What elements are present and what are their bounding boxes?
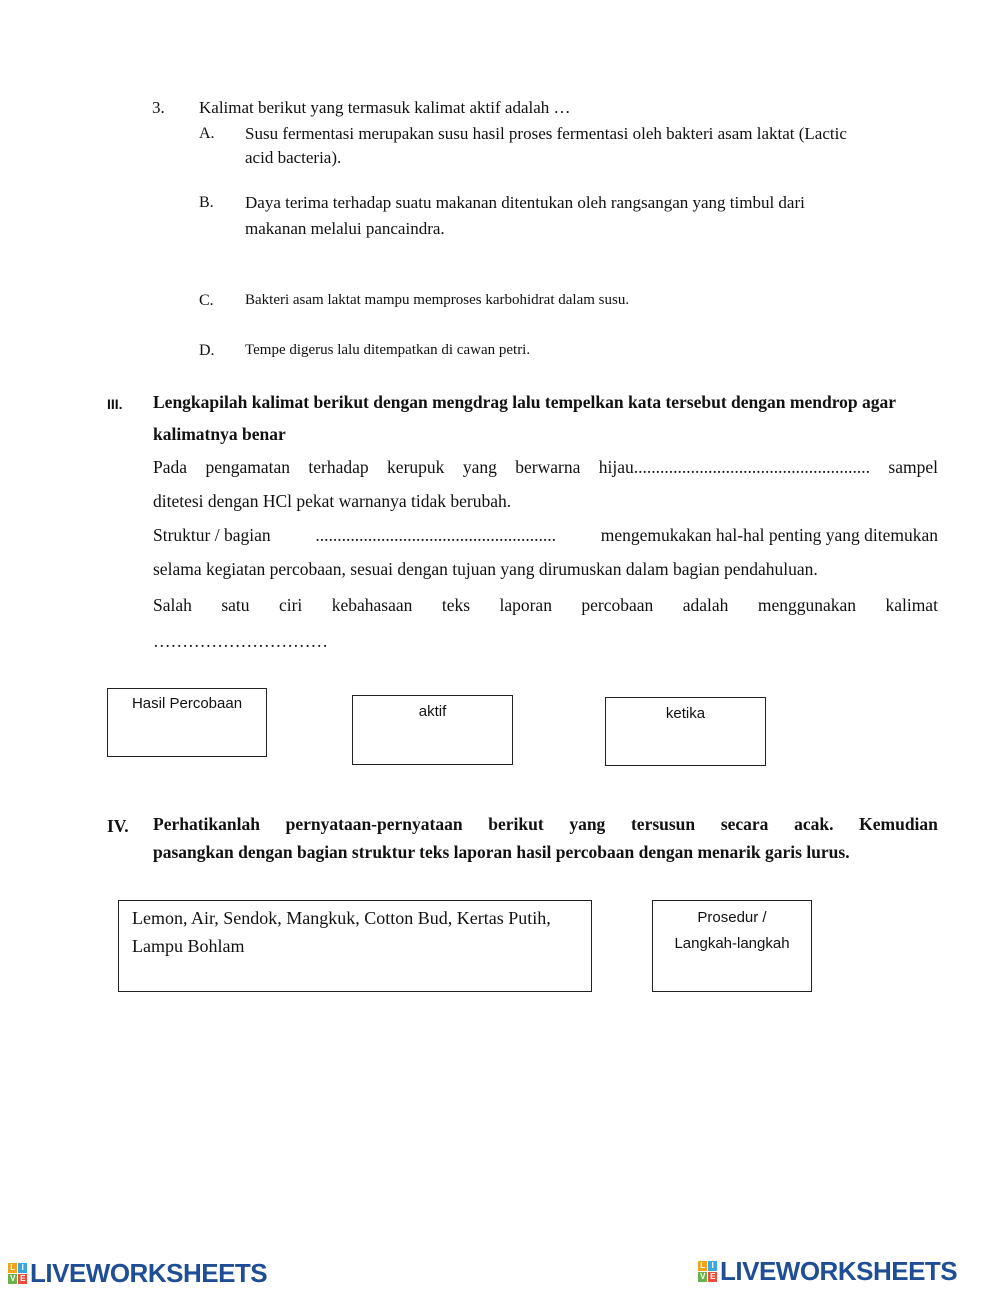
logo-text: LIVEWORKSHEETS	[30, 1258, 268, 1288]
option-a-line1: Susu fermentasi merupakan susu hasil proses fermentasi oleh bakteri asam laktat (Lactic	[245, 124, 847, 143]
word: laporan	[499, 595, 552, 615]
option-d-letter: D.	[199, 342, 215, 359]
word: ciri	[278, 595, 303, 615]
blank-dots: ......................................................	[633, 457, 871, 477]
section-4-title-line1	[153, 810, 938, 838]
drag-option-label: ketika	[665, 705, 706, 722]
word: menggunakan	[757, 595, 857, 615]
word: kalimat	[885, 595, 938, 615]
match-left-box[interactable]	[118, 900, 592, 992]
match-right-box[interactable]	[652, 900, 812, 992]
section-3-title-line2: kalimatnya benar	[153, 424, 286, 444]
option-c-letter: C.	[199, 292, 214, 309]
sentence-3-line1	[153, 588, 938, 622]
word: hijau	[598, 457, 634, 477]
liveworksheets-logo-left	[8, 1258, 267, 1289]
sentence-1-line2: ditetesi dengan HCl pekat warnanya tidak berubah.	[153, 491, 512, 511]
section-4-title-line2: pasangkan dengan bagian struktur teks laporan hasil percobaan dengan menarik garis lurus.	[153, 842, 850, 862]
liveworksheets-mark-icon	[698, 1261, 717, 1282]
logo-mark-letter: E	[708, 1272, 717, 1282]
option-d[interactable]: Tempe digerus lalu ditempatkan di cawan petri.	[245, 342, 531, 358]
word: yang	[569, 814, 606, 834]
word: Perhatikanlah	[153, 814, 260, 834]
word: Struktur / bagian	[153, 525, 271, 545]
option-a[interactable]	[245, 122, 945, 170]
drop-zone-3[interactable]: …………………………	[153, 631, 328, 651]
word: tersusun	[630, 814, 696, 834]
match-left-line2: Lampu Bohlam	[132, 936, 245, 956]
word: secara	[720, 814, 769, 834]
section-4-title	[153, 810, 938, 866]
logo-mark-letter: V	[8, 1274, 17, 1284]
drop-zone-2[interactable]: .......................................................	[315, 525, 556, 545]
liveworksheets-mark-icon	[8, 1263, 27, 1284]
word: Pada	[153, 457, 188, 477]
drag-option-label: aktif	[418, 703, 447, 720]
word: percobaan	[581, 595, 654, 615]
word: terhadap	[308, 457, 369, 477]
match-right-line1: Prosedur /	[697, 909, 767, 926]
logo-mark-letter: V	[698, 1272, 707, 1282]
drag-option-hasil-percobaan[interactable]	[107, 688, 267, 757]
sentence-2-line1	[153, 518, 938, 552]
liveworksheets-logo-right	[698, 1256, 957, 1287]
drag-option-ketika[interactable]	[605, 697, 766, 766]
option-b-letter: B.	[199, 194, 214, 211]
word: pengamatan	[205, 457, 290, 477]
section-3-label: III.	[107, 396, 123, 412]
option-b[interactable]	[245, 190, 945, 242]
word: adalah	[682, 595, 729, 615]
logo-mark-letter: L	[698, 1261, 707, 1271]
word: Salah	[153, 595, 192, 615]
sentence-1	[153, 450, 938, 518]
word: Kemudian	[859, 814, 938, 834]
word: mengemukakan hal-hal penting yang ditemukan	[600, 525, 938, 545]
question-text: Kalimat berikut yang termasuk kalimat aktif adalah …	[199, 98, 571, 117]
question-number: 3.	[152, 98, 165, 117]
option-c[interactable]: Bakteri asam laktat mampu memproses karbohidrat dalam susu.	[245, 292, 630, 308]
drop-zone-1[interactable]	[599, 450, 870, 484]
sentence-2-line2: selama kegiatan percobaan, sesuai dengan tujuan yang dirumuskan dalam bagian pendahuluan.	[153, 559, 818, 579]
word: acak.	[794, 814, 834, 834]
match-left-line1: Lemon, Air, Sendok, Mangkuk, Cotton Bud, Kertas Putih,	[132, 908, 551, 928]
word: pernyataan-pernyataan	[285, 814, 463, 834]
section-4-label: IV.	[107, 816, 129, 836]
section-3-title-line1: Lengkapilah kalimat berikut dengan mengdrag lalu tempelkan kata tersebut dengan mendrop agar	[153, 392, 897, 412]
word: sampel	[888, 457, 938, 477]
logo-mark-letter: I	[18, 1263, 27, 1273]
word: kebahasaan	[331, 595, 413, 615]
word: teks	[441, 595, 471, 615]
drag-option-label: Hasil Percobaan	[131, 695, 243, 712]
sentence-1-line1	[153, 450, 938, 484]
word: kerupuk	[387, 457, 445, 477]
word: yang	[462, 457, 497, 477]
drag-option-aktif[interactable]	[352, 695, 513, 765]
word: berwarna	[515, 457, 581, 477]
sentence-2	[153, 518, 938, 586]
word: berikut	[488, 814, 544, 834]
logo-mark-letter: L	[8, 1263, 17, 1273]
logo-text: LIVEWORKSHEETS	[720, 1256, 958, 1286]
logo-mark-letter: I	[708, 1261, 717, 1271]
option-b-line2: makanan melalui pancaindra.	[245, 219, 445, 238]
sentence-3	[153, 588, 938, 658]
match-right-line2: Langkah-langkah	[674, 935, 790, 952]
option-a-letter: A.	[199, 125, 215, 142]
option-a-line2: acid bacteria).	[245, 148, 342, 167]
option-b-line1: Daya terima terhadap suatu makanan ditentukan oleh rangsangan yang timbul dari	[245, 193, 805, 212]
logo-mark-letter: E	[18, 1274, 27, 1284]
word: satu	[221, 595, 250, 615]
section-3-title	[153, 386, 988, 450]
